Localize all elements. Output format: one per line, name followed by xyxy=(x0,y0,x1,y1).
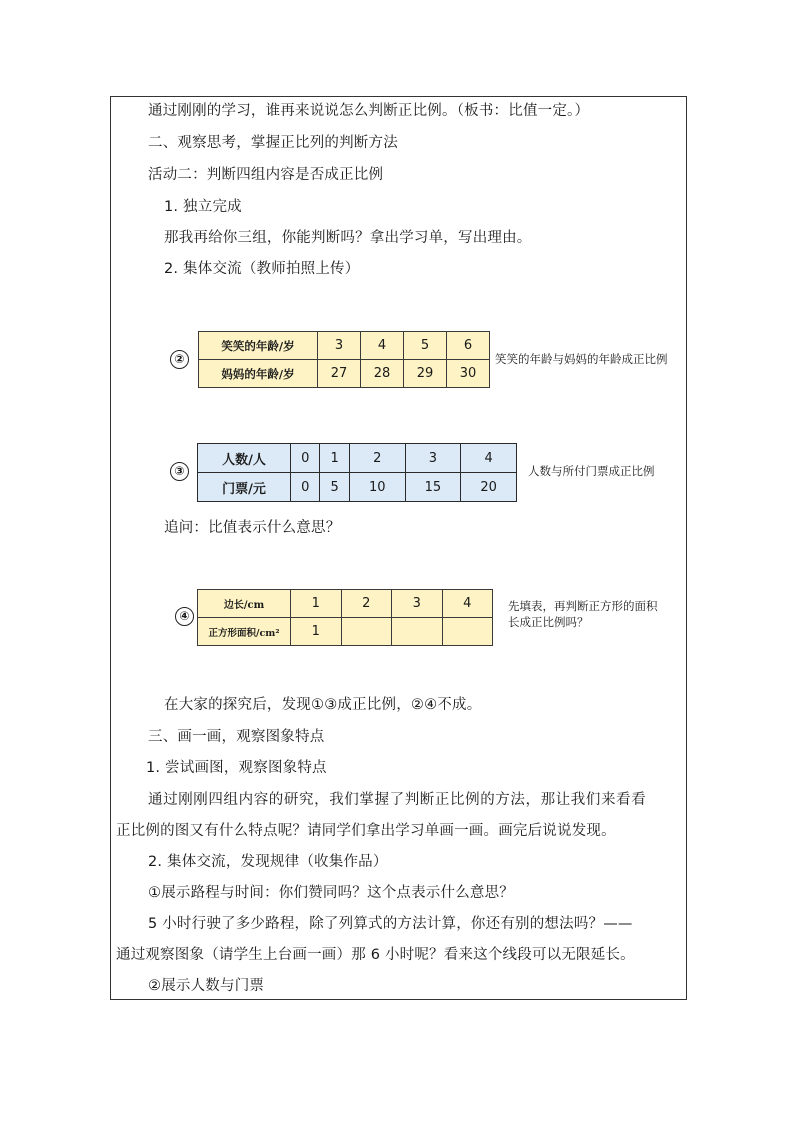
section-heading: 二、观察思考，掌握正比列的判断方法 xyxy=(148,135,398,151)
table-cell: 3 xyxy=(405,444,461,473)
group-2-note: 笑笑的年龄与妈妈的年龄成正比例 xyxy=(495,352,668,366)
text-line: ①展示路程与时间：你们赞同吗？这个点表示什么意思？ xyxy=(148,885,514,901)
text-line: ②展示人数与门票 xyxy=(148,978,265,994)
text-line: 那我再给你三组，你能判断吗？拿出学习单，写出理由。 xyxy=(164,230,532,246)
step-heading: 1. 尝试画图，观察图象特点 xyxy=(146,760,327,776)
group-4-marker: ④ xyxy=(175,607,194,626)
table-row-label: 正方形面积/cm² xyxy=(198,618,291,646)
table-cell: 5 xyxy=(404,332,447,360)
table-cell: 10 xyxy=(349,473,405,502)
table-cell: 6 xyxy=(447,332,490,360)
text-line: 追问：比值表示什么意思？ xyxy=(164,520,341,536)
table-cell: 1 xyxy=(291,590,342,618)
table-cell: 27 xyxy=(318,360,361,388)
square-area-table xyxy=(197,589,493,646)
group-2-marker: ② xyxy=(170,350,189,369)
table-cell: 15 xyxy=(405,473,461,502)
table-cell: 3 xyxy=(392,590,443,618)
text-line: 5 小时行驶了多少路程，除了列算式的方法计算，你还有别的想法吗？—— xyxy=(148,916,633,932)
section-heading: 三、画一画，观察图象特点 xyxy=(148,729,325,745)
table-cell xyxy=(392,618,443,646)
table-row-label: 妈妈的年龄/岁 xyxy=(199,360,318,388)
table-cell: 2 xyxy=(349,444,405,473)
step-heading: 2. 集体交流，发现规律（收集作品） xyxy=(148,854,388,870)
ticket-table xyxy=(197,443,517,502)
table-cell: 0 xyxy=(291,473,320,502)
table-cell: 29 xyxy=(404,360,447,388)
table-cell: 5 xyxy=(320,473,349,502)
table-cell: 1 xyxy=(291,618,342,646)
table-cell xyxy=(442,618,493,646)
text-line: 在大家的探究后，发现①③成正比例，②④不成。 xyxy=(164,697,482,713)
group-4-note-line2: 长成正比例吗？ xyxy=(508,615,589,629)
table-row-label: 笑笑的年龄/岁 xyxy=(199,332,318,360)
step-heading: 1. 独立完成 xyxy=(164,199,242,215)
group-3-note: 人数与所付门票成正比例 xyxy=(528,464,655,478)
table-row-label: 边长/cm xyxy=(198,590,291,618)
group-3-marker: ③ xyxy=(170,462,189,481)
age-table xyxy=(198,331,490,388)
table-cell: 3 xyxy=(318,332,361,360)
table-cell: 20 xyxy=(461,473,517,502)
text-line: 通过刚刚四组内容的研究，我们掌握了判断正比例的方法，那让我们来看看 xyxy=(148,792,647,808)
table-cell: 1 xyxy=(320,444,349,473)
table-cell: 30 xyxy=(447,360,490,388)
table-cell: 0 xyxy=(291,444,320,473)
table-cell: 4 xyxy=(461,444,517,473)
table-row-label: 人数/人 xyxy=(198,444,291,473)
table-cell xyxy=(341,618,392,646)
text-line: 通过观察图象（请学生上台画一画）那 6 小时呢？看来这个线段可以无限延长。 xyxy=(116,947,635,963)
table-row-label: 门票/元 xyxy=(198,473,291,502)
step-heading: 2. 集体交流（教师拍照上传） xyxy=(164,261,360,277)
activity-heading: 活动二：判断四组内容是否成正比例 xyxy=(148,167,384,183)
group-4-note-line1: 先填表，再判断正方形的面积 xyxy=(508,599,658,613)
text-line: 通过刚刚的学习，谁再来说说怎么判断正比例。（板书：比值一定。） xyxy=(148,103,590,119)
table-cell: 4 xyxy=(442,590,493,618)
text-line: 正比例的图又有什么特点呢？请同学们拿出学习单画一画。画完后说说发现。 xyxy=(116,823,616,839)
table-cell: 28 xyxy=(361,360,404,388)
table-cell: 2 xyxy=(341,590,392,618)
table-cell: 4 xyxy=(361,332,404,360)
